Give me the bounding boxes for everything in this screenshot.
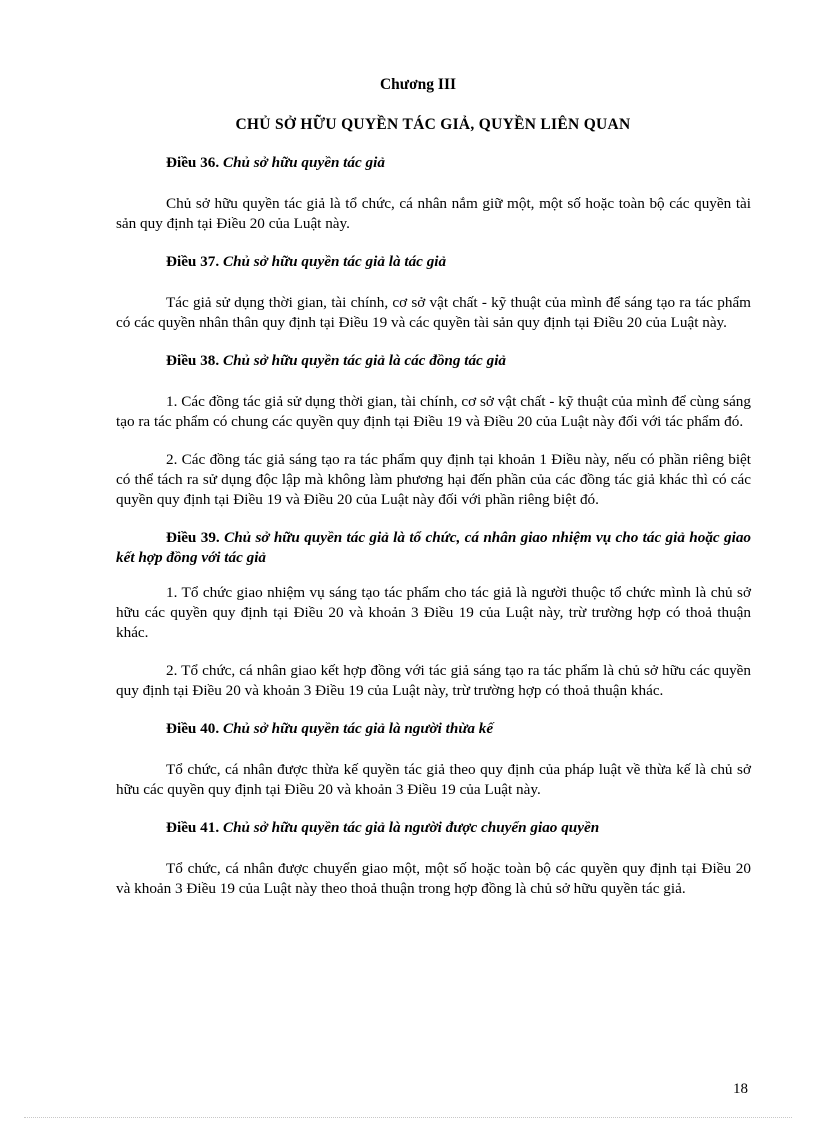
article-paragraph: 1. Các đồng tác giả sử dụng thời gian, tài chính, cơ sở vật chất - kỹ thuật của mình để cùng sáng tạo ra tác phẩm có chung các quyền quy định tại Điều 19 và Điều 20 của Luật này đối với tác phẩm đó.: [116, 393, 751, 430]
article-paragraph: 1. Tổ chức giao nhiệm vụ sáng tạo tác phẩm cho tác giả là người thuộc tổ chức mình là chủ sở hữu các quyền quy định tại Điều 20 và khoản 3 Điều 19 của Luật này, trừ trường hợp có thoả thuận khác.: [116, 584, 751, 641]
article-paragraph: 2. Các đồng tác giả sáng tạo ra tác phẩm quy định tại khoản 1 Điều này, nếu có phần riêng biệt có thể tách ra sử dụng độc lập mà không làm phương hại đến phần của các đồng tác giả khác thì có các quyền quy định tại Điều 19 và Điều 20 của Luật này đối với phần riêng biệt đó.: [116, 451, 751, 508]
article-heading: [116, 719, 751, 739]
article-title: Chủ sở hữu quyền tác giả là tổ chức, cá nhân giao nhiệm vụ cho tác giả hoặc giao kết hợp đồng với tác giả: [116, 529, 752, 566]
article-heading: [116, 351, 751, 371]
article-paragraph: 2. Tổ chức, cá nhân giao kết hợp đồng với tác giả sáng tạo ra tác phẩm là chủ sở hữu các quyền quy định tại Điều 20 và khoản 3 Điều 19 của Luật này, trừ trường hợp có thoả thuận khác.: [116, 662, 751, 699]
chapter-title: CHỦ SỞ HỮU QUYỀN TÁC GIẢ, QUYỀN LIÊN QUAN: [235, 116, 631, 133]
article-number: Điều 37.: [166, 253, 220, 270]
article-number: Điều 36.: [166, 154, 220, 171]
article-title: Chủ sở hữu quyền tác giả là tác giả: [222, 253, 447, 270]
article-number: Điều 40.: [166, 720, 220, 737]
footer-divider: [24, 1117, 792, 1118]
article-title: Chủ sở hữu quyền tác giả là người được chuyển giao quyền: [222, 819, 600, 836]
article-title: Chủ sở hữu quyền tác giả: [222, 154, 385, 171]
document-body: [116, 153, 751, 917]
article-title: Chủ sở hữu quyền tác giả là người thừa kế: [222, 720, 494, 737]
article-paragraph: Tổ chức, cá nhân được chuyển giao một, một số hoặc toàn bộ các quyền quy định tại Điều 20 và khoản 3 Điều 19 của Luật này theo thoả thuận trong hợp đồng là chủ sở hữu quyền tác giả.: [116, 860, 751, 897]
chapter-label: Chương III: [379, 76, 457, 93]
article-title: Chủ sở hữu quyền tác giả là các đồng tác giả: [222, 352, 507, 369]
article-paragraph: Tác giả sử dụng thời gian, tài chính, cơ sở vật chất - kỹ thuật của mình để sáng tạo ra tác phẩm có các quyền nhân thân quy định tại Điều 19 và các quyền tài sản quy định tại Điều 20 của Luật này.: [116, 294, 751, 331]
article-paragraph: Tổ chức, cá nhân được thừa kế quyền tác giả theo quy định của pháp luật về thừa kế là chủ sở hữu các quyền quy định tại Điều 20 và khoản 3 Điều 19 của Luật này.: [116, 761, 751, 798]
article-heading: [116, 252, 751, 272]
article-paragraph: Chủ sở hữu quyền tác giả là tổ chức, cá nhân nắm giữ một, một số hoặc toàn bộ các quyền tài sản quy định tại Điều 20 của Luật này.: [116, 195, 751, 232]
article-number: Điều 41.: [166, 819, 220, 836]
page-number: 18: [733, 1081, 748, 1097]
article-heading: [116, 153, 751, 173]
article-heading: [116, 528, 751, 568]
article-number: Điều 39.: [166, 529, 220, 546]
article-heading: [116, 818, 751, 838]
article-number: Điều 38.: [166, 352, 220, 369]
